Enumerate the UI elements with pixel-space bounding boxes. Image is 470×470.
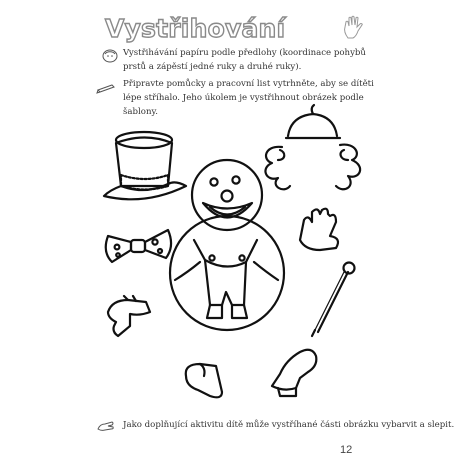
left-shoe-drawing [186,364,222,397]
instruction-paragraph: Připravte pomůcky a pracovní list vytrhněte, aby se dítěti lépe stříhalo. Jeho úkolem je vystřihnout obrázek podle šablony. [123,79,374,117]
bow-tie-drawing [106,230,171,262]
instruction-paragraph: Jako doplňující aktivitu dítě může vystříhané části obrázku vybarvit a slepit. [123,420,455,430]
right-glove-drawing [300,209,338,250]
wig-drawing [265,105,360,189]
top-hat-drawing [104,132,186,199]
hand-drawing-icon [96,418,116,434]
instruction-paragraph: Vystřihávání papíru podle předlohy (koordinace pohybů prstů a zápěstí jedné ruky a druhé ruky). [123,48,366,72]
baton-drawing [312,263,355,337]
clown-head-drawing [192,160,262,230]
page-title: Vystřihování [105,14,286,43]
clown-body-drawing [170,216,284,330]
page-number: 12 [340,444,353,456]
left-glove-drawing [108,296,150,336]
right-shoe-drawing [272,350,316,396]
